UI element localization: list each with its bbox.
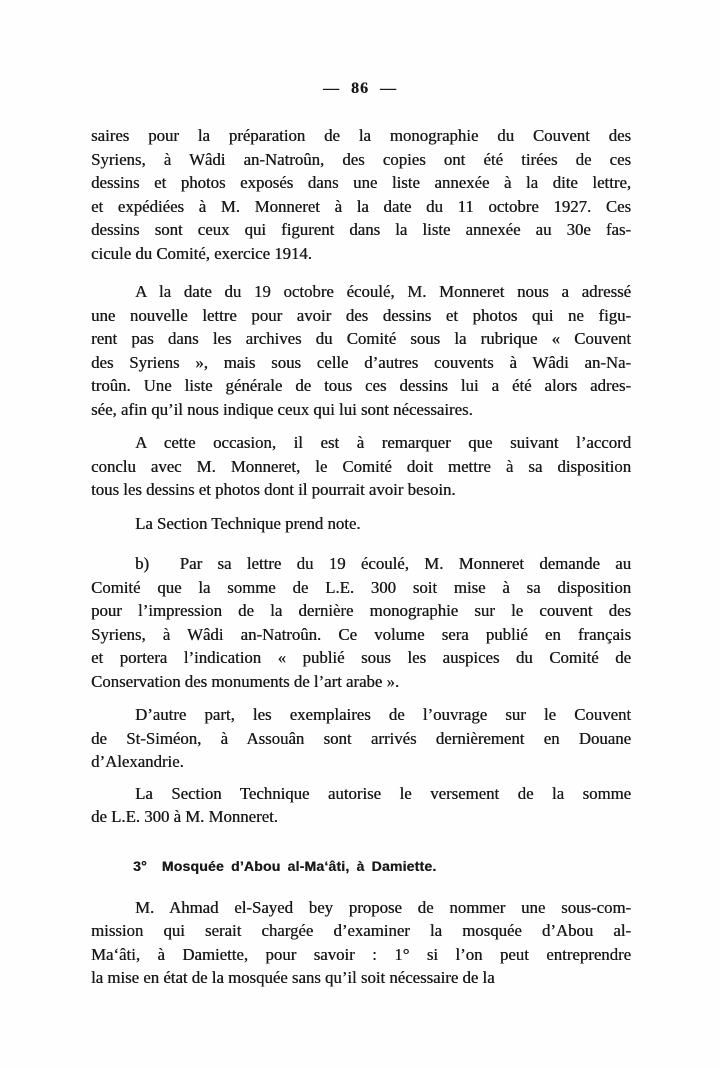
text-line: rent pas dans les archives du Comité sous la rubrique « Couvent [91, 329, 631, 348]
section-number: 3° [133, 857, 147, 874]
text-line: Conservation des monuments de l’art arabe ». [91, 671, 400, 691]
text-line: b) Par sa lettre du 19 écoulé, M. Monneret demande au [135, 554, 631, 573]
paragraph [91, 782, 631, 829]
text-line: et portera l’indication « publié sous les auspices du Comité de [91, 648, 631, 667]
text-line: saires pour la préparation de la monographie du Couvent des [91, 126, 631, 145]
paragraph [91, 703, 631, 774]
text-line: et expédiées à M. Monneret à la date du 11 octobre 1927. Ces [91, 196, 631, 216]
text-line: de L.E. 300 à M. Monneret. [91, 807, 278, 826]
paragraph [91, 512, 631, 536]
paragraph [91, 552, 631, 693]
text-line: la mise en état de la mosquée sans qu’il soit nécessaire de la [91, 968, 495, 987]
paragraph [91, 431, 631, 502]
text-line: d’Alexandrie. [91, 752, 184, 771]
section-title: Mosquée d’Abou al-Ma‘âti, à Damiette. [161, 857, 437, 874]
text-line: dessins sont ceux qui figurent dans la liste annexée au 30e fas- [91, 220, 631, 239]
page-number: — 86 — [323, 80, 397, 97]
text-line: A la date du 19 octobre écoulé, M. Monneret nous a adressé [135, 282, 631, 301]
section-heading [91, 856, 631, 876]
text-line: cicule du Comité, exercice 1914. [91, 243, 312, 263]
paragraph [91, 280, 631, 421]
text-line: de St-Siméon, à Assouân sont arrivés dernièrement en Douane [91, 728, 631, 748]
text-line: sée, afin qu’il nous indique ceux qui lui sont nécessaires. [91, 399, 473, 419]
text-line: mission qui serait chargée d’examiner la mosquée d’Abou al- [91, 921, 631, 940]
text-line: Ma‘âti, à Damiette, pour savoir : 1° si l’on peut entreprendre [91, 944, 631, 964]
text-line: dessins et photos exposés dans une liste annexée à la dite lettre, [91, 173, 631, 192]
text-line: une nouvelle lettre pour avoir des dessins et photos qui ne figu- [91, 305, 631, 325]
text-line: Comité que la somme de L.E. 300 soit mise à sa disposition [91, 577, 631, 597]
text-line: tous les dessins et photos dont il pourrait avoir besoin. [91, 480, 456, 499]
text-line: D’autre part, les exemplaires de l’ouvrage sur le Couvent [135, 705, 631, 724]
paragraph [91, 896, 631, 990]
text-line: troûn. Une liste générale de tous ces dessins lui a été alors adres- [91, 376, 631, 395]
text-line: Syriens, à Wâdi an-Natroûn, des copies ont été tirées de ces [91, 149, 631, 169]
text-line: des Syriens », mais sous celle d’autres couvents à Wâdi an-Na- [91, 352, 631, 372]
text-line: pour l’impression de la dernière monographie sur le couvent des [91, 601, 631, 620]
text-line: Syriens, à Wâdi an-Natroûn. Ce volume sera publié en français [91, 624, 631, 644]
text-line: M. Ahmad el-Sayed bey propose de nommer une sous-com- [135, 897, 631, 917]
text-line: La Section Technique prend note. [135, 513, 361, 533]
paragraph [91, 124, 631, 265]
text-line: A cette occasion, il est à remarquer que suivant l’accord [135, 433, 631, 452]
text-line: conclu avec M. Monneret, le Comité doit mettre à sa disposition [91, 456, 631, 476]
text-block [91, 124, 631, 990]
text-line: La Section Technique autorise le versement de la somme [135, 783, 631, 803]
